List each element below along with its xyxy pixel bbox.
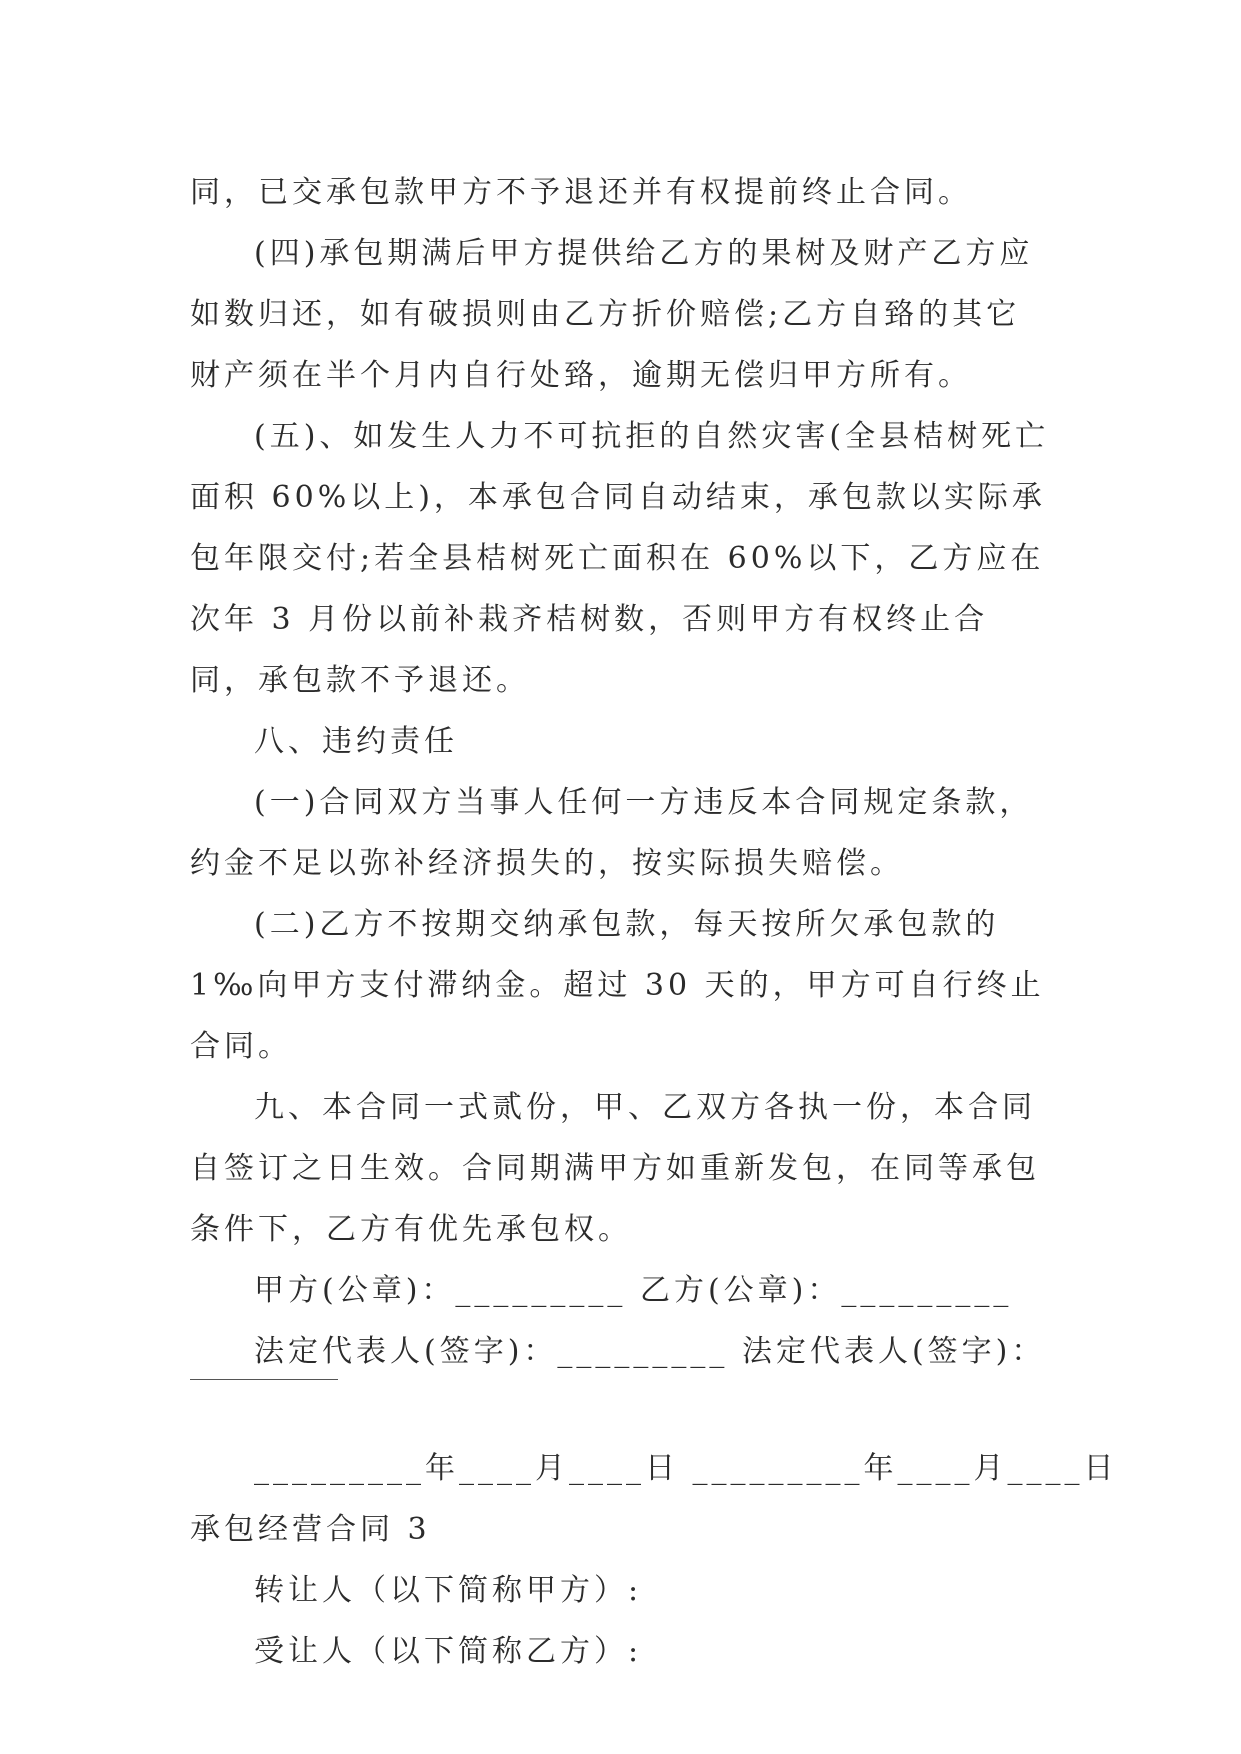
representative-line: 法定代表人(签字)：_________ 法定代表人(签字)： (254, 1334, 1046, 1369)
heading-breach-liability: 八、违约责任 (254, 724, 458, 759)
paragraph-clause-5: (五)、如发生人力不可抗拒的自然灾害(全县桔树死亡面积 60%以上)，本承包合同自动结束，承包款以实际承包年限交付;若全县桔树死亡面积在 60%以下，乙方应在次年 3 月份以前补栽齐桔树数，否则甲方有权终止合同，承包款不予退还。 (190, 419, 1050, 698)
section-title: 承包经营合同 3 (190, 1512, 431, 1547)
paragraph-clause-4: (四)承包期满后甲方提供给乙方的果树及财产乙方应如数归还，如有破损则由乙方折价赔偿;乙方自臵的其它财产须在半个月内自行处臵，逾期无偿归甲方所有。 (190, 236, 1034, 393)
transferor-line: 转让人（以下简称甲方）: (254, 1573, 643, 1608)
paragraph-article-9: 九、本合同一式贰份，甲、乙双方各执一份，本合同自签订之日生效。合同期满甲方如重新发包，在同等承包条件下，乙方有优先承包权。 (190, 1090, 1040, 1247)
seal-line: 甲方(公章)：_________ 乙方(公章)：_________ (254, 1273, 1013, 1308)
paragraph-breach-2: (二)乙方不按期交纳承包款，每天按所欠承包款的 1‰向甲方支付滞纳金。超过 30 天的，甲方可自行终止合同。 (190, 907, 1045, 1064)
date-line: _________年____月____日 _________年____月____日 (254, 1451, 1118, 1486)
transferee-line: 受让人（以下简称乙方）: (254, 1634, 643, 1669)
paragraph-continuation: 同，已交承包款甲方不予退还并有权提前终止合同。 (190, 175, 972, 210)
contract-text (190, 162, 1118, 1682)
paragraph-breach-1: (一)合同双方当事人任何一方违反本合同规定条款，约金不足以弥补经济损失的，按实际损失赔偿。 (190, 785, 1034, 881)
